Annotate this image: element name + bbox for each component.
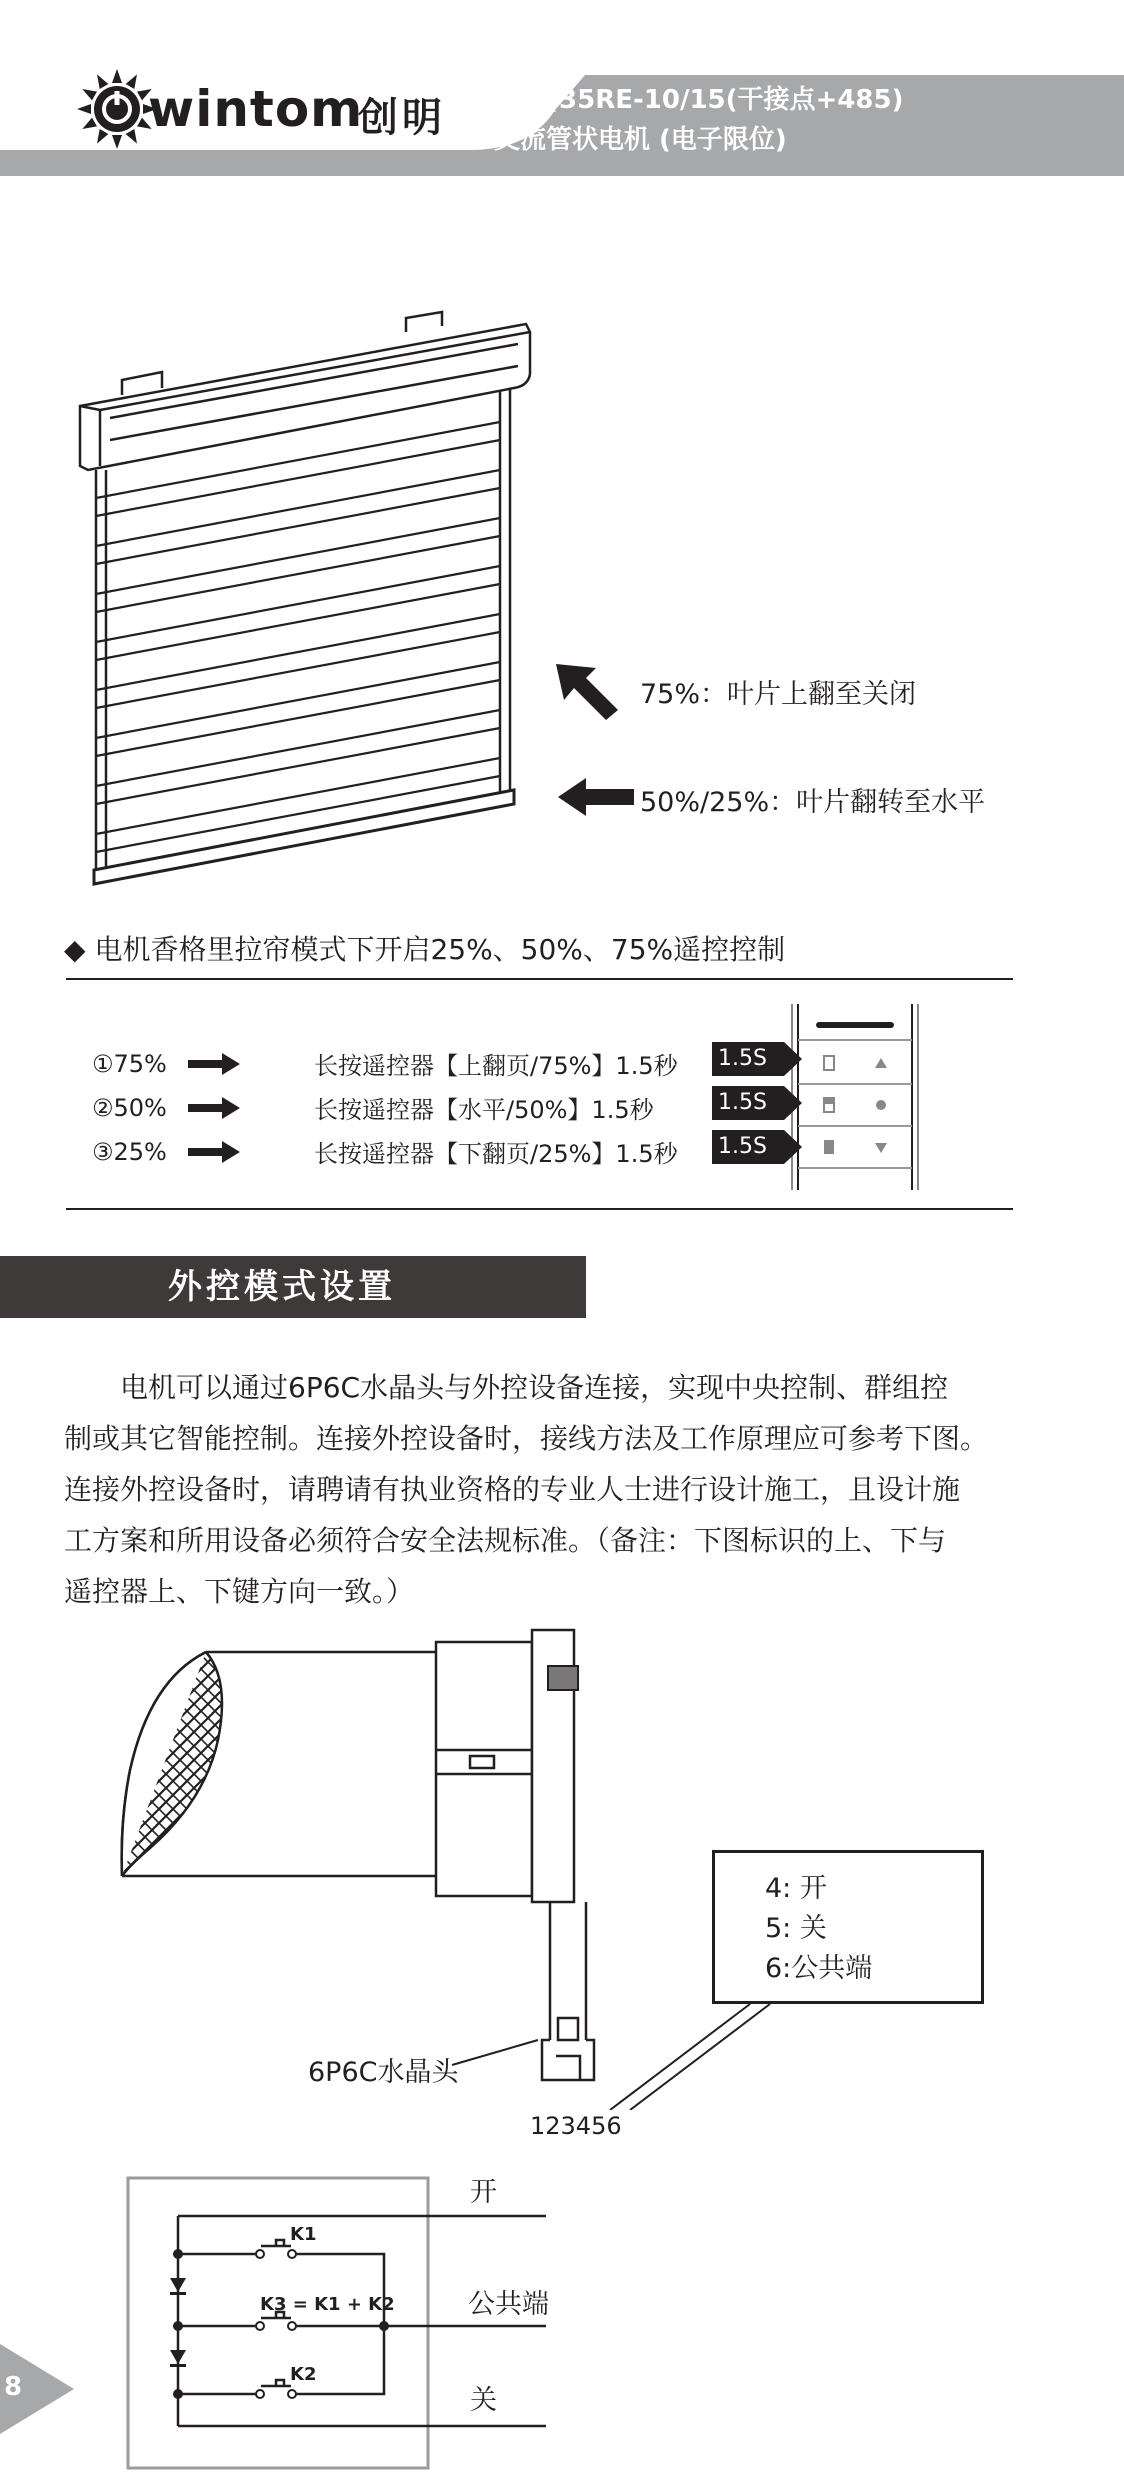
annotation-50-25: 50%/25%：叶片翻转至水平 xyxy=(640,787,986,818)
paragraph-line: 工方案和所用设备必须符合安全法规标准。（备注：下图标识的上、下与 xyxy=(64,1524,947,1557)
paragraph-line: 电机可以通过6P6C水晶头与外控设备连接，实现中央控制、群组控 xyxy=(120,1371,949,1404)
connector-label: 6P6C水晶头 xyxy=(308,2057,459,2088)
switch-k1-label: K1 xyxy=(290,2224,317,2245)
page-number: 8 xyxy=(4,2372,23,2402)
divider-top xyxy=(66,978,1013,980)
paragraph-line: 连接外控设备时，请聘请有执业资格的专业人士进行设计施工，且设计施 xyxy=(64,1473,961,1506)
tag-text: 1.5S xyxy=(712,1130,784,1164)
terminal-open-label: 开 xyxy=(470,2177,497,2208)
switch-k2-label: K2 xyxy=(290,2364,317,2385)
pin-5-label: 5: 关 xyxy=(765,1913,827,1944)
step-number: ①75% xyxy=(92,1049,167,1078)
step-action: 长按遥控器【上翻页/75%】1.5秒 xyxy=(314,1052,678,1080)
annotation-75: 75%：叶片上翻至关闭 xyxy=(640,679,917,710)
wiring-circuit-diagram xyxy=(126,2176,546,2476)
terminal-close-label: 关 xyxy=(470,2385,497,2416)
tag-arrow-icon xyxy=(784,1042,802,1076)
arrow-left-icon xyxy=(556,776,636,818)
paragraph-line: 遥控器上、下键方向一致。） xyxy=(64,1575,415,1608)
brand-name-chinese: 创明 xyxy=(358,95,446,141)
tag-1-5s-c xyxy=(712,1130,802,1164)
section-title: 外控模式设置 xyxy=(168,1267,396,1307)
sun-logo-icon xyxy=(76,68,158,150)
step-75 xyxy=(92,1046,678,1081)
model-number: DGQ35RE-10/15(干接点+485) xyxy=(494,85,904,115)
tag-text: 1.5S xyxy=(712,1086,784,1120)
arrow-right-icon xyxy=(188,1053,240,1075)
brand-name: wintom xyxy=(148,80,364,138)
step-number: ③25% xyxy=(92,1137,167,1166)
step-50 xyxy=(92,1090,654,1125)
section-title-bar xyxy=(0,1256,586,1318)
tag-arrow-icon xyxy=(784,1086,802,1120)
remote-mode-title: ◆ 电机香格里拉帘模式下开启25%、50%、75%遥控控制 xyxy=(64,933,786,966)
remote-control-illustration xyxy=(790,1004,920,1190)
divider-bottom xyxy=(66,1208,1013,1210)
blind-illustration xyxy=(70,310,540,890)
step-action: 长按遥控器【下翻页/25%】1.5秒 xyxy=(314,1140,678,1168)
step-action: 长按遥控器【水平/50%】1.5秒 xyxy=(314,1096,654,1124)
step-25 xyxy=(92,1134,678,1169)
paragraph-line: 制或其它智能控制。连接外控设备时，接线方法及工作原理应可参考下图。 xyxy=(64,1422,989,1455)
pin-6-label: 6:公共端 xyxy=(765,1953,873,1984)
arrow-right-icon xyxy=(188,1097,240,1119)
step-number: ②50% xyxy=(92,1093,167,1122)
tag-text: 1.5S xyxy=(712,1042,784,1076)
model-info xyxy=(494,80,1054,160)
pin-numbers: 123456 xyxy=(530,2112,622,2140)
tag-1-5s-a xyxy=(712,1042,802,1076)
arrow-up-left-icon xyxy=(552,660,622,722)
pin-4-label: 4: 开 xyxy=(765,1873,827,1904)
switch-k3-label: K3 = K1 + K2 xyxy=(260,2294,395,2315)
tag-arrow-icon xyxy=(784,1130,802,1164)
pin-definition-box xyxy=(712,1850,984,2004)
diamond-bullet-icon: ◆ xyxy=(64,933,95,966)
arrow-right-icon xyxy=(188,1141,240,1163)
tag-1-5s-b xyxy=(712,1086,802,1120)
terminal-common-label: 公共端 xyxy=(468,2289,549,2320)
external-paragraph xyxy=(64,1362,1054,1617)
model-description: 交流管状电机 (电子限位) xyxy=(494,125,787,155)
